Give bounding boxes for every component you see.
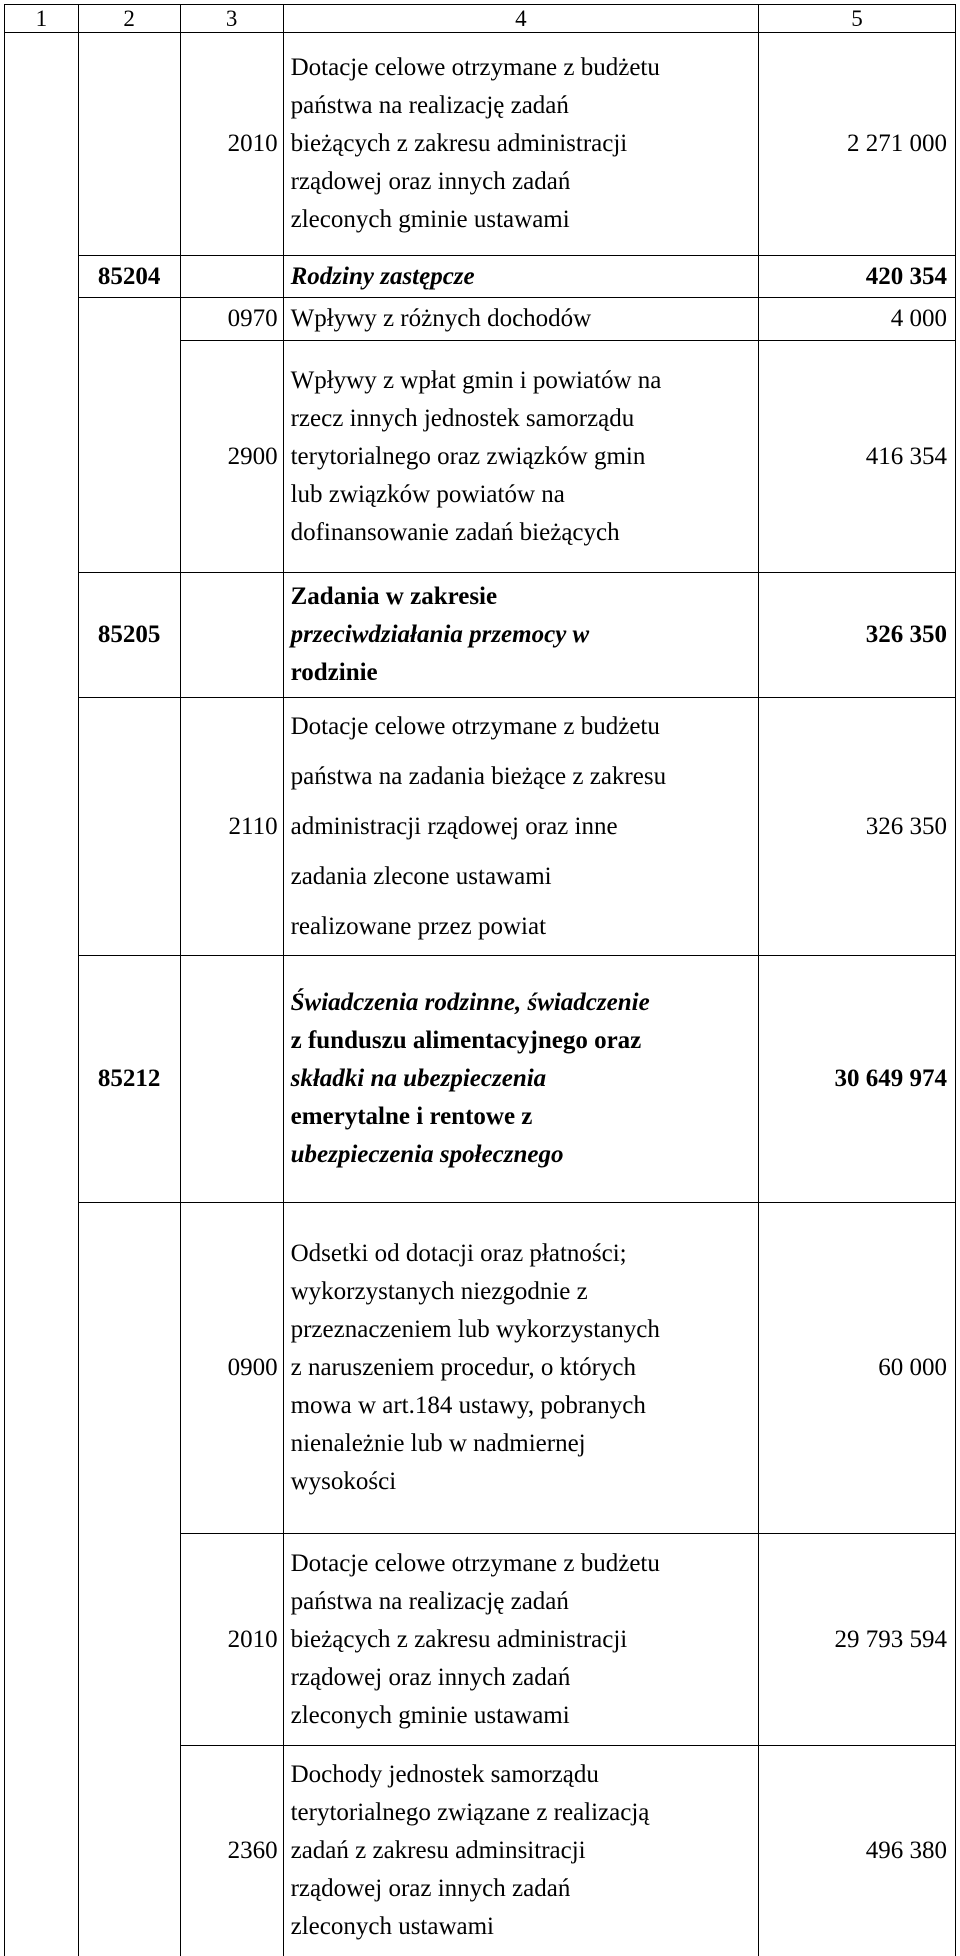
- description-line: Wpływy z różnych dochodów: [290, 305, 592, 332]
- rozdzial-cell: [78, 1746, 180, 1956]
- description-line: rządowej oraz innych zadań: [290, 1874, 571, 1902]
- dzial-cell: [5, 956, 79, 1203]
- description-line: rzecz innych jednostek samorządu: [290, 404, 635, 432]
- header-col-5: 5: [759, 5, 956, 33]
- description-line: ubezpieczenia społecznego: [290, 1141, 564, 1168]
- description-cell: [283, 1534, 759, 1746]
- table-row: [5, 1534, 956, 1746]
- description-line: zleconych gminie ustawami: [290, 1701, 570, 1729]
- dzial-cell: [5, 698, 79, 956]
- header-col-1: 1: [5, 5, 79, 33]
- dzial-cell: [5, 256, 79, 298]
- description-cell: [283, 573, 759, 698]
- description-line: zadań z zakresu adminsitracji: [290, 1836, 586, 1864]
- dzial-cell: [5, 573, 79, 698]
- description-cell: [283, 256, 759, 298]
- description-cell: [283, 1203, 759, 1534]
- amount-cell: 420 354: [759, 256, 956, 298]
- description-line: z funduszu alimentacyjnego oraz: [290, 1027, 642, 1054]
- paragraf-cell: [180, 256, 283, 298]
- table-row: [5, 573, 956, 698]
- description-line: bieżących z zakresu administracji: [290, 1625, 628, 1653]
- table-row: [5, 256, 956, 298]
- paragraf-cell: 2110: [180, 698, 283, 956]
- amount-cell: 496 380: [759, 1746, 956, 1956]
- rozdzial-cell: [78, 1534, 180, 1746]
- paragraf-cell: 2900: [180, 341, 283, 573]
- paragraf-cell: [180, 573, 283, 698]
- table-row: [5, 698, 956, 956]
- paragraf-cell: 0970: [180, 298, 283, 341]
- dzial-cell: [5, 1746, 79, 1956]
- description-line: Dotacje celowe otrzymane z budżetu: [290, 1549, 660, 1577]
- description-line: przeznaczeniem lub wykorzystanych: [290, 1316, 660, 1343]
- description-line: z naruszeniem procedur, o których: [290, 1354, 636, 1381]
- description-cell: [283, 698, 759, 956]
- dzial-cell: [5, 1534, 79, 1746]
- paragraf-cell: 0900: [180, 1203, 283, 1534]
- description-line: państwa na zadania bieżące z zakresu: [290, 762, 667, 790]
- amount-cell: 326 350: [759, 698, 956, 956]
- amount-cell: 416 354: [759, 341, 956, 573]
- description-line: państwa na realizację zadań: [290, 92, 569, 119]
- description-line: rządowej oraz innych zadań: [290, 168, 571, 195]
- description-cell: [283, 341, 759, 573]
- description-line: administracji rządowej oraz inne: [290, 812, 618, 840]
- rozdzial-cell: [78, 698, 180, 956]
- amount-cell: 29 793 594: [759, 1534, 956, 1746]
- description-cell: [283, 1746, 759, 1956]
- amount-cell: 326 350: [759, 573, 956, 698]
- budget-income-table: [4, 4, 956, 1956]
- amount-cell: 2 271 000: [759, 33, 956, 256]
- paragraf-cell: 2360: [180, 1746, 283, 1956]
- description-line: Rodziny zastępcze: [290, 262, 475, 290]
- header-col-2: 2: [78, 5, 180, 33]
- description-line: zadania zlecone ustawami: [290, 862, 552, 890]
- description-line: rządowej oraz innych zadań: [290, 1663, 571, 1691]
- paragraf-cell: [180, 956, 283, 1203]
- amount-cell: 4 000: [759, 298, 956, 341]
- description-line: zleconych ustawami: [290, 1912, 495, 1940]
- dzial-cell: [5, 298, 79, 341]
- description-line: realizowane przez powiat: [290, 912, 547, 940]
- paragraf-cell: 2010: [180, 33, 283, 256]
- description-line: wykorzystanych niezgodnie z: [290, 1278, 588, 1305]
- description-line: Dochody jednostek samorządu: [290, 1760, 599, 1788]
- rozdzial-cell: [78, 33, 180, 256]
- dzial-cell: [5, 33, 79, 256]
- table-row: [5, 298, 956, 341]
- description-line: rodzinie: [290, 659, 378, 686]
- rozdzial-cell: 85212: [78, 956, 180, 1203]
- header-col-4: 4: [283, 5, 759, 33]
- dzial-cell: [5, 341, 79, 573]
- dzial-cell: [5, 1203, 79, 1534]
- rozdzial-cell: [78, 1203, 180, 1534]
- description-cell: [283, 33, 759, 256]
- description-line: terytorialnego oraz związków gmin: [290, 442, 646, 470]
- description-cell: [283, 956, 759, 1203]
- description-line: mowa w art.184 ustawy, pobranych: [290, 1392, 646, 1419]
- table-row: [5, 341, 956, 573]
- rozdzial-cell: [78, 298, 180, 341]
- description-line: terytorialnego związane z realizacją: [290, 1798, 650, 1826]
- rozdzial-cell: 85205: [78, 573, 180, 698]
- description-line: Wpływy z wpłat gmin i powiatów na: [290, 366, 662, 394]
- header-col-3: 3: [180, 5, 283, 33]
- description-line: zleconych gminie ustawami: [290, 206, 570, 233]
- rozdzial-cell: [78, 341, 180, 573]
- description-line: składki na ubezpieczenia: [290, 1065, 547, 1092]
- description-line: emerytalne i rentowe z: [290, 1103, 533, 1130]
- description-line: przeciwdziałania przemocy w: [290, 621, 590, 648]
- table-row: [5, 33, 956, 256]
- description-line: dofinansowanie zadań bieżących: [290, 518, 620, 546]
- amount-cell: 30 649 974: [759, 956, 956, 1203]
- description-line: Odsetki od dotacji oraz płatności;: [290, 1240, 627, 1267]
- description-line: Świadczenia rodzinne, świadczenie: [290, 989, 650, 1016]
- paragraf-cell: 2010: [180, 1534, 283, 1746]
- amount-cell: 60 000: [759, 1203, 956, 1534]
- rozdzial-cell: 85204: [78, 256, 180, 298]
- description-line: Dotacje celowe otrzymane z budżetu: [290, 712, 660, 740]
- description-line: wysokości: [290, 1468, 397, 1495]
- description-line: bieżących z zakresu administracji: [290, 130, 628, 157]
- description-line: Zadania w zakresie: [290, 583, 498, 610]
- table-row: [5, 1746, 956, 1956]
- description-line: nienależnie lub w nadmiernej: [290, 1430, 586, 1457]
- budget-table-page: [4, 4, 956, 1940]
- description-line: państwa na realizację zadań: [290, 1587, 569, 1615]
- column-number-header: [5, 5, 956, 33]
- description-cell: [283, 298, 759, 341]
- table-row: [5, 956, 956, 1203]
- table-row: [5, 1203, 956, 1534]
- description-line: Dotacje celowe otrzymane z budżetu: [290, 54, 660, 81]
- description-line: lub związków powiatów na: [290, 480, 565, 508]
